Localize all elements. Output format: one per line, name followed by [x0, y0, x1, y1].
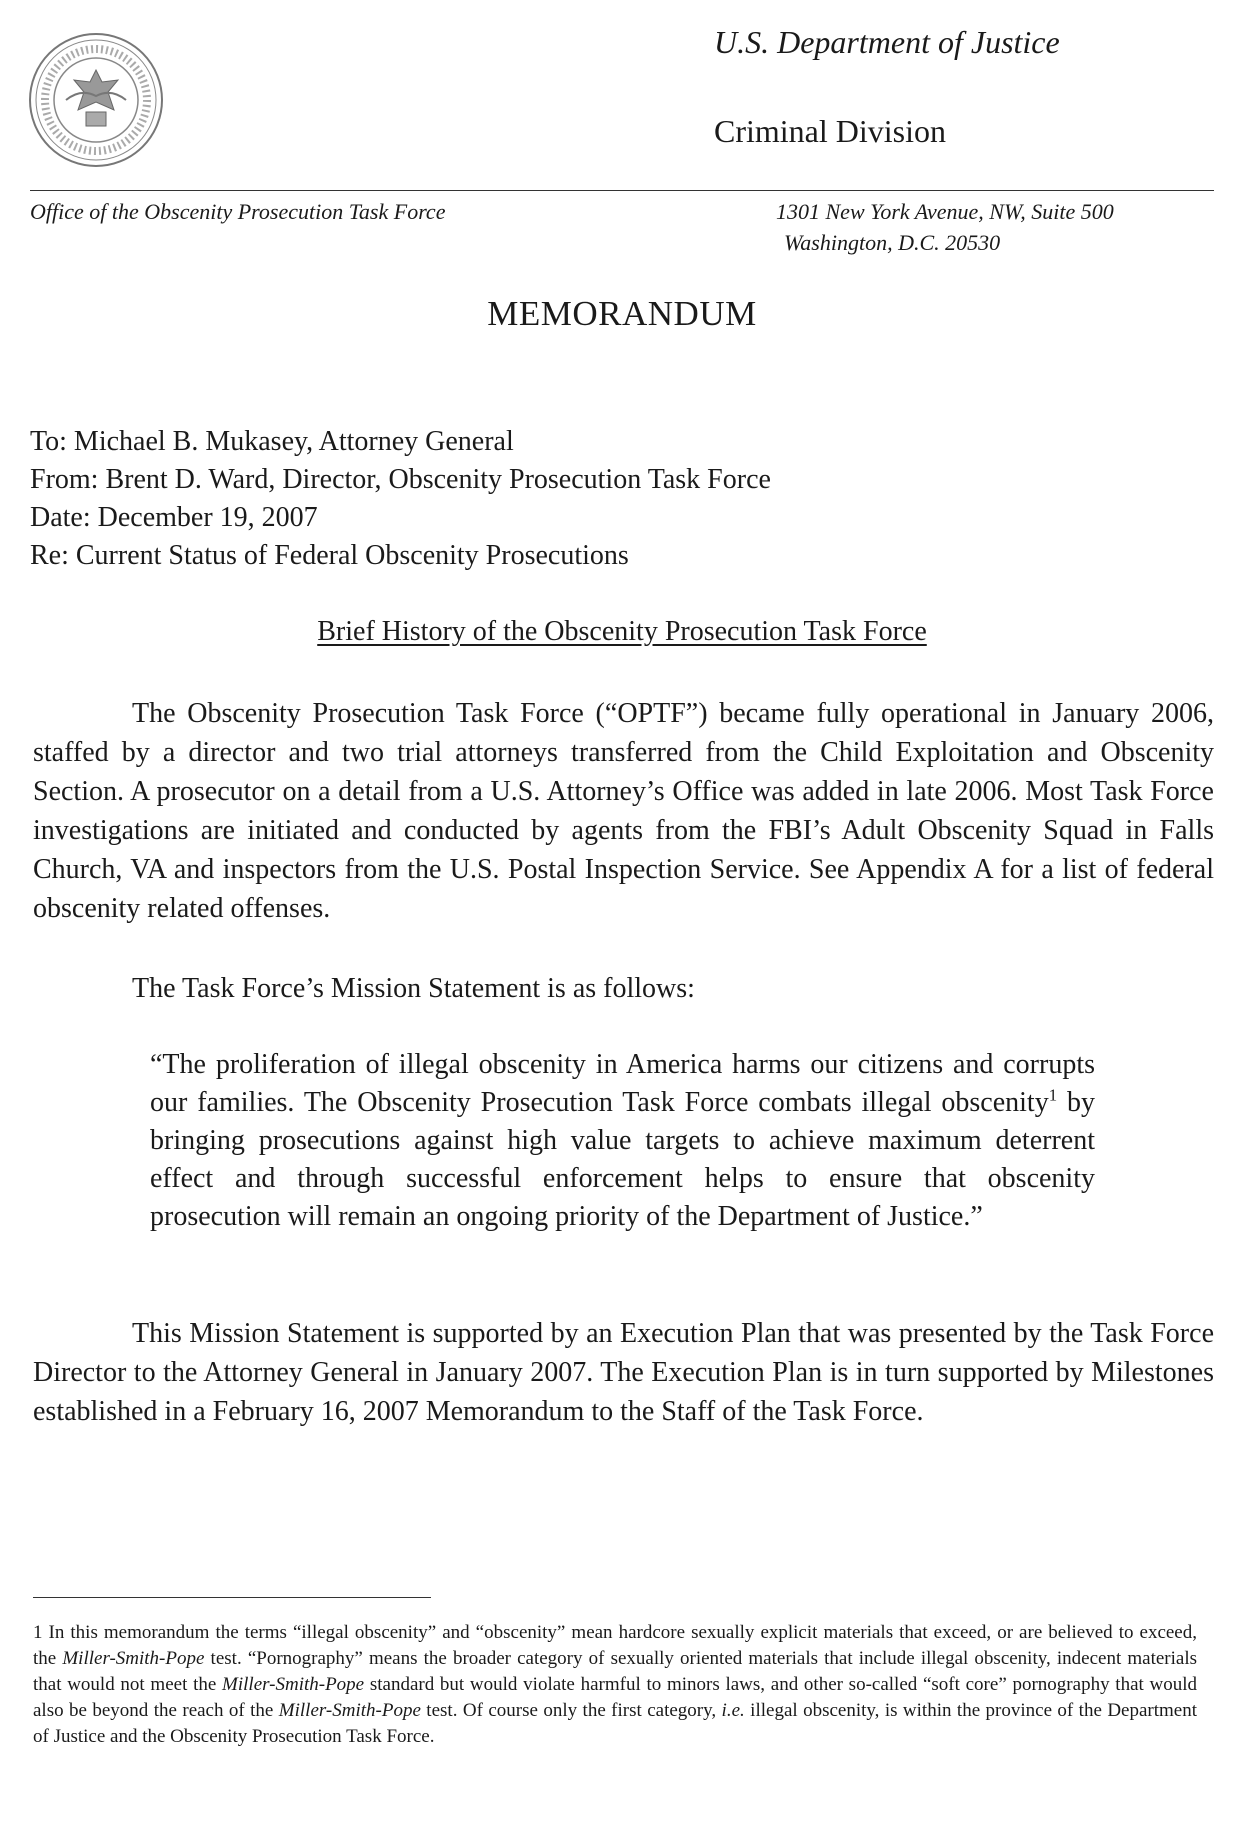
letterhead-divider	[30, 190, 1214, 191]
memo-subject: Re: Current Status of Federal Obscenity Prosecutions	[30, 540, 629, 571]
footnote-reference: 1	[1048, 1085, 1058, 1105]
paragraph-execution-plan: This Mission Statement is supported by an Execution Plan that was presented by the Task Force Director to the Attorney General in January 2007. The Execution Plan is in turn supported by Milestones established in a February 16, 2007 Memorandum to the Staff of the Task Force.	[33, 1318, 1214, 1427]
footnote-1	[33, 1620, 1197, 1750]
memo-to: To: Michael B. Mukasey, Attorney General	[30, 426, 514, 457]
department-name: U.S. Department of Justice	[714, 24, 1060, 60]
quote-text-part2: by bringing prosecutions against high value targets to achieve maximum deterrent effect and through successful enforcement helps to ensure that obscenity prosecution will remain an ongoing priority of the Department of Justice.”	[150, 1087, 1096, 1232]
footnote-text: test. “Pornography” means the broader category of sexually oriented materials that include illegal obscenity, indecent materials that would not meet the	[33, 1648, 1197, 1695]
address-line-2: Washington, D.C. 20530	[784, 230, 1001, 255]
footnote-case-name: Miller-Smith-Pope	[62, 1648, 205, 1669]
memo-title: MEMORANDUM	[487, 294, 757, 333]
footnote-case-name: Miller-Smith-Pope	[278, 1700, 421, 1721]
footnote-text: test. Of course only the first category,	[420, 1700, 722, 1721]
paragraph-history: The Obscenity Prosecution Task Force (“OPTF”) became fully operational in January 2006, staffed by a director and two trial attorneys transferred from the Child Exploitation and Obscenity Section. A prosecutor on a detail from a U.S. Attorney’s Office was added in late 2006. Most Task Force investigations are initiated and conducted by agents from the FBI’s Adult Obscenity Squad in Falls Church, VA and inspectors from the U.S. Postal Inspection Service. See Appendix A for a list of federal obscenity related offenses.	[33, 698, 1214, 924]
mission-statement-quote	[150, 1046, 1095, 1236]
footnote-text: illegal obscenity, is within the province of the Department of Justice and the Obscenity Prosecution Task Force.	[33, 1700, 1197, 1747]
footnote-divider	[33, 1597, 431, 1598]
address-line-1: 1301 New York Avenue, NW, Suite 500	[776, 199, 1114, 224]
division-name: Criminal Division	[714, 113, 946, 149]
footnote-text: standard but would violate harmful to minors laws, and other so-called “soft core” pornography that would also be beyond the reach of the	[33, 1674, 1197, 1721]
footnote-abbrev: i.e.	[721, 1700, 745, 1721]
memo-date: Date: December 19, 2007	[30, 502, 318, 533]
quote-text-part1: “The proliferation of illegal obscenity in America harms our citizens and corrupts our families. The Obscenity Prosecution Task Force combats illegal obscenity	[150, 1049, 1095, 1118]
section-heading: Brief History of the Obscenity Prosecution Task Force	[317, 616, 927, 647]
memo-from: From: Brent D. Ward, Director, Obscenity Prosecution Task Force	[30, 464, 771, 495]
doj-seal-icon	[26, 30, 166, 170]
office-name: Office of the Obscenity Prosecution Task Force	[30, 199, 446, 224]
footnote-case-name: Miller-Smith-Pope	[222, 1674, 365, 1695]
footnote-text: 1 In this memorandum the terms “illegal obscenity” and “obscenity” mean hardcore sexually explicit materials that exceed, or are believed to exceed, the	[33, 1622, 1197, 1669]
paragraph-mission-intro: The Task Force’s Mission Statement is as follows:	[132, 973, 695, 1004]
